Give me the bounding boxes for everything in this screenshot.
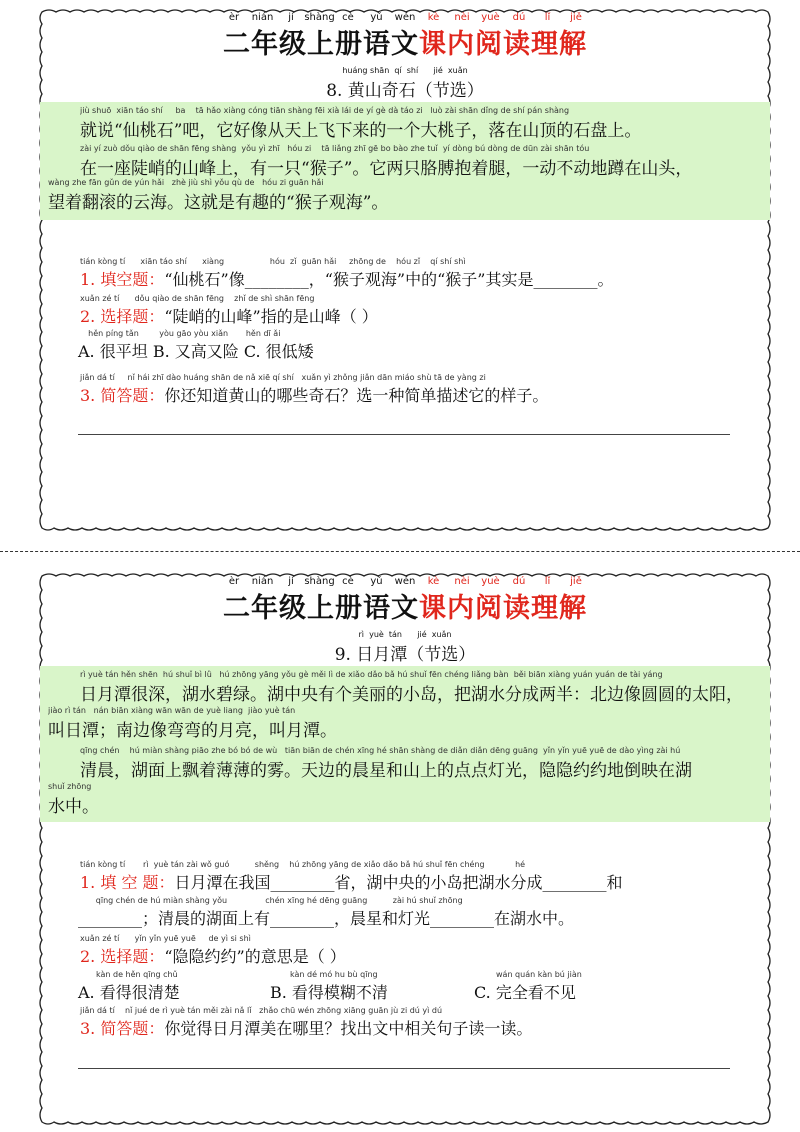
- title-pinyin-syllable: jí: [288, 576, 294, 587]
- title-black: 二年级上册语文: [223, 29, 419, 60]
- question-3-pinyin: jiǎn dá tí nǐ hái zhī dào huáng shān de nǎ xiē qí shí xuǎn yì zhǒng jiǎn dān miáo shù tā de yàng zi: [80, 373, 486, 382]
- title-pinyin-syllable: èr: [228, 12, 240, 23]
- question-3-text: 你还知道黄山的哪些奇石？选一种简单描述它的样子。: [164, 386, 549, 405]
- question-2-text: “陡峭的山峰”指的是山峰（ ）: [164, 307, 378, 326]
- title-pinyin-syllable: kè: [427, 12, 440, 23]
- title-pinyin-syllable: shàng: [304, 576, 335, 587]
- option-a[interactable]: A. 看得很清楚: [78, 983, 180, 1002]
- passage-box: [40, 666, 770, 822]
- question-1-pinyin: tián kòng tí xiān táo shí xiàng hóu zǐ guān hǎi zhōng de hóu zǐ qí shí shì: [80, 257, 466, 266]
- title-pinyin-syllable: jiě: [570, 576, 582, 587]
- page-title: [38, 22, 772, 61]
- page-title: [38, 586, 772, 625]
- question-2-pinyin: xuǎn zé tí dǒu qiào de shān fēng zhǐ de shì shān fēng: [80, 294, 315, 303]
- question-2-pinyin: xuǎn zé tí yǐn yǐn yuē yuē de yì si shì: [80, 934, 251, 943]
- option-a-pinyin: kàn de hěn qīng chǔ: [96, 970, 178, 979]
- question-1-label: 1. 填 空 题：: [80, 873, 175, 892]
- title-pinyin-syllable: lǐ: [544, 12, 551, 23]
- question-1-label: 1. 填空题：: [80, 270, 165, 289]
- title-pinyin-syllable: shàng: [304, 12, 335, 23]
- title-pinyin-syllable: yuè: [481, 12, 500, 23]
- answer-line[interactable]: [78, 434, 730, 435]
- title-pinyin-syllable: wén: [394, 576, 416, 587]
- option-b[interactable]: B. 看得模糊不清: [270, 983, 388, 1002]
- question-2-options-pinyin: hěn píng tǎn yòu gāo yòu xiǎn hěn dī ǎi: [78, 329, 281, 338]
- question-1-pinyin: tián kòng tí rì yuè tán zài wǒ guó shěng hú zhōng yāng de xiǎo dǎo bǎ hú shuǐ fēn chéng hé: [80, 860, 526, 869]
- passage-pinyin: wàng zhe fān gǔn de yún hǎi zhè jiù shì yǒu qù de hóu zi guān hǎi: [48, 178, 324, 187]
- answer-line[interactable]: [78, 1068, 730, 1069]
- title-pinyin-syllable: jí: [288, 12, 294, 23]
- title-pinyin-syllable: yǔ: [370, 12, 383, 23]
- cut-line: [0, 551, 800, 552]
- passage-line: 就说“仙桃石”吧，它好像从天上飞下来的一个大桃子，落在山顶的石盘上。: [80, 121, 642, 141]
- question-3-label: 3. 简答题：: [80, 1019, 165, 1038]
- passage-line: 清晨，湖面上飘着薄薄的雾。天边的晨星和山上的点点灯光，隐隐约约地倒映在湖: [80, 761, 692, 781]
- lesson-pinyin: rì yuè tán jié xuǎn: [358, 630, 452, 639]
- title-pinyin-syllable: yuè: [481, 576, 500, 587]
- title-pinyin-syllable: lǐ: [544, 576, 551, 587]
- title-pinyin-syllable: dú: [512, 576, 526, 587]
- question-1: [80, 267, 613, 290]
- passage-pinyin: shuǐ zhōng: [48, 782, 92, 791]
- title-pinyin-syllable: nèi: [454, 12, 470, 23]
- question-2-label: 2. 选择题：: [80, 947, 165, 966]
- title-pinyin-syllable: cè: [342, 576, 354, 587]
- passage-pinyin: jiào rì tán nán biān xiàng wān wān de yuè liang jiào yuè tán: [48, 706, 296, 715]
- title-pinyin-syllable: cè: [342, 12, 354, 23]
- worksheet-card-8: [38, 8, 772, 532]
- title-pinyin-syllable: nèi: [454, 576, 470, 587]
- question-1: [80, 870, 623, 893]
- lesson-title: 8. 黄山奇石（节选）: [326, 81, 484, 101]
- lesson-title: 9. 日月潭（节选）: [334, 645, 476, 665]
- passage-pinyin: qīng chén hú miàn shàng piāo zhe bó bó de wù tiān biān de chén xīng hé shān shàng de diǎn diǎn dēng guāng yǐn yǐn yuē yuē de dào yìng zài hú: [80, 746, 681, 755]
- question-2: [80, 304, 378, 327]
- option-c[interactable]: C. 完全看不见: [474, 983, 576, 1002]
- question-2-text: “隐隐约约”的意思是（ ）: [164, 947, 346, 966]
- passage-pinyin: jiù shuō xiān táo shí ba tā hǎo xiàng cóng tiān shàng fēi xià lái de yí gè dà táo zi luò zài shān dǐng de shí pán shàng: [80, 106, 570, 115]
- passage-pinyin: rì yuè tán hěn shēn hú shuǐ bì lǜ hú zhōng yāng yǒu gè měi lì de xiǎo dǎo bǎ hú shuǐ fēn chéng liǎng bàn běi biān xiàng yuán yuán de tài yáng: [80, 670, 663, 679]
- question-1-text: “仙桃石”像________，“猴子观海”中的“猴子”其实是________。: [164, 270, 614, 289]
- title-pinyin-syllable: jiě: [570, 12, 582, 23]
- question-3-text: 你觉得日月潭美在哪里？找出文中相关句子读一读。: [164, 1019, 533, 1038]
- passage-line: 水中。: [48, 797, 99, 817]
- passage-line: 在一座陡峭的山峰上，有一只“猴子”。它两只胳膊抱着腿，一动不动地蹲在山头，: [80, 159, 693, 179]
- question-1b-text: ________；清晨的湖面上有________，晨星和灯光________在湖水中。: [78, 909, 575, 928]
- lesson-pinyin: huáng shān qí shí jié xuǎn: [342, 66, 468, 75]
- question-2-options: A. 很平坦 B. 又高又险 C. 很低矮: [78, 342, 314, 361]
- title-black: 二年级上册语文: [223, 593, 419, 624]
- question-3-pinyin: jiǎn dá tí nǐ jué de rì yuè tán měi zài nǎ lǐ zhǎo chū wén zhōng xiāng guān jù zi dú yì dú: [80, 1006, 443, 1015]
- title-pinyin-syllable: yǔ: [370, 576, 383, 587]
- worksheet-card-9: [38, 572, 772, 1126]
- question-1b-pinyin: qīng chén de hú miàn shàng yǒu chén xīng hé dēng guāng zài hú shuǐ zhōng: [78, 896, 463, 905]
- title-pinyin-syllable: kè: [427, 576, 440, 587]
- title-red: 课内阅读理解: [419, 593, 587, 624]
- title-pinyin-syllable: wén: [394, 12, 416, 23]
- question-3-label: 3. 简答题：: [80, 386, 165, 405]
- passage-line: 叫日潭；南边像弯弯的月亮，叫月潭。: [48, 721, 337, 741]
- option-c-pinyin: wán quán kàn bú jiàn: [496, 970, 582, 979]
- question-3: [80, 1016, 532, 1039]
- question-2: [80, 944, 346, 967]
- passage-line: 望着翻滚的云海。这就是有趣的“猴子观海”。: [48, 193, 389, 213]
- passage-line: 日月潭很深，湖水碧绿。湖中央有个美丽的小岛，把湖水分成两半：北边像圆圆的太阳，: [80, 685, 743, 705]
- title-pinyin-syllable: èr: [228, 576, 240, 587]
- title-pinyin-syllable: dú: [512, 12, 526, 23]
- title-red: 课内阅读理解: [419, 29, 587, 60]
- passage-box: [40, 102, 770, 220]
- title-pinyin-syllable: nián: [251, 576, 274, 587]
- option-b-pinyin: kàn dé mó hu bù qīng: [290, 970, 378, 979]
- question-2-label: 2. 选择题：: [80, 307, 165, 326]
- title-pinyin-syllable: nián: [251, 12, 274, 23]
- question-1-text: 日月潭在我国________省，湖中央的小岛把湖水分成________和: [174, 873, 623, 892]
- question-3: [80, 383, 548, 406]
- passage-pinyin: zài yí zuò dǒu qiào de shān fēng shàng yǒu yì zhī hóu zi tā liǎng zhī gē bo bào zhe tuǐ yí dòng bú dòng de dūn zài shān tóu: [80, 144, 590, 153]
